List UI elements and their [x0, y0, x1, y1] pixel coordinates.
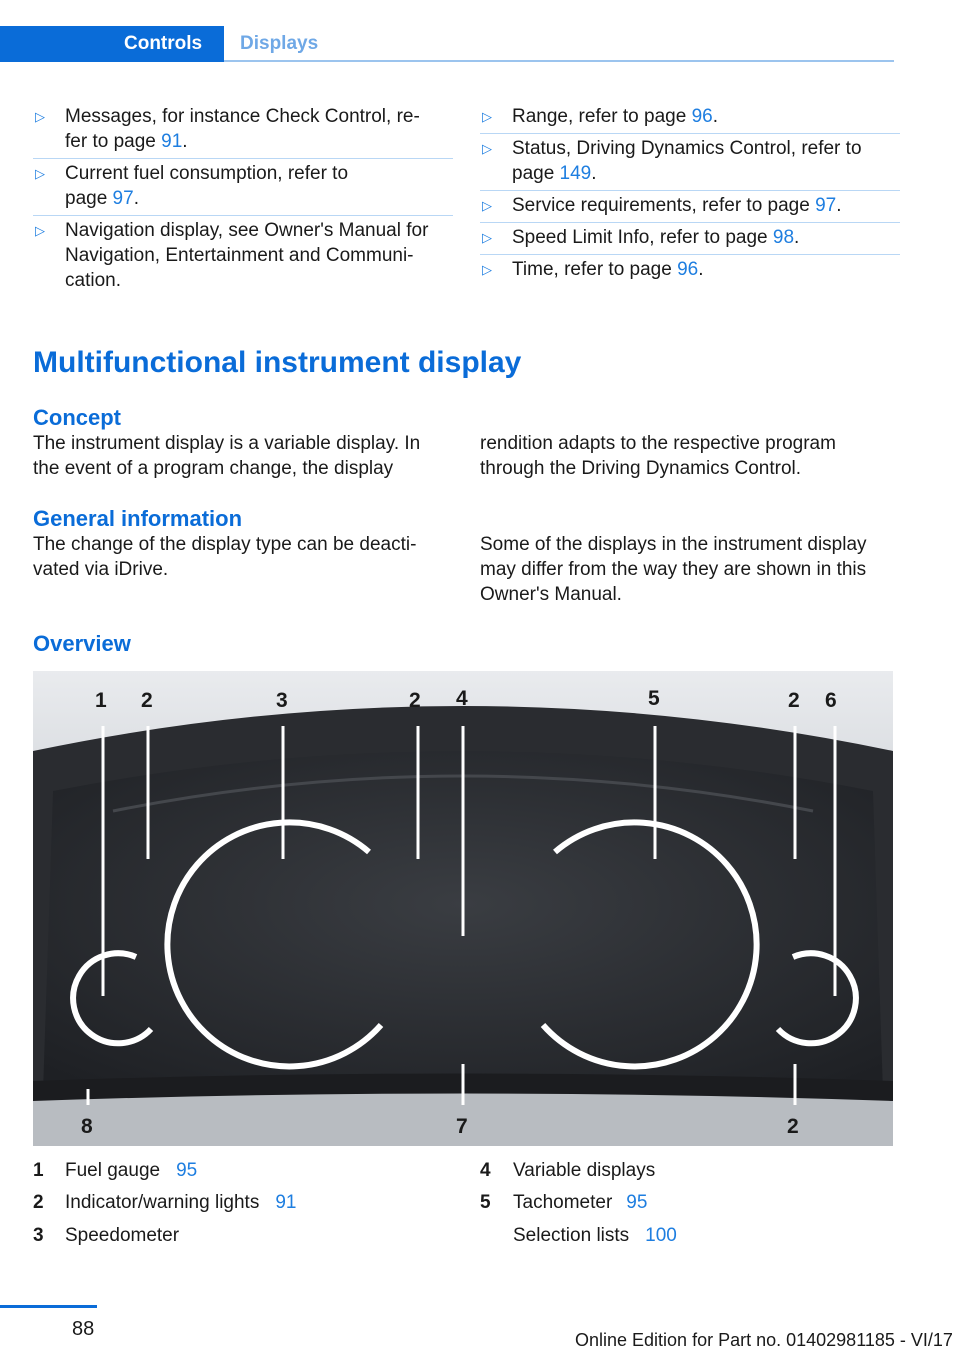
legend-number: 3: [33, 1225, 44, 1246]
header-rule: [224, 60, 894, 62]
legend-label: Speedometer: [65, 1225, 180, 1246]
callout-label: 8: [81, 1115, 93, 1138]
general-text-right: Some of the displays in the instrument display may differ from the way they are shown in this Owner's Manual.: [480, 534, 867, 605]
callout-label: 1: [95, 689, 107, 712]
callout-label: 7: [456, 1115, 468, 1138]
legend-number: 4: [480, 1160, 491, 1181]
callout-label: 5: [648, 687, 660, 710]
footer-rule: [0, 1305, 97, 1308]
bullet-list-right: [480, 104, 900, 289]
callout-label: 3: [276, 689, 288, 712]
divider: [480, 190, 900, 191]
legend-label: Selection lists 100: [513, 1225, 677, 1246]
divider: [480, 133, 900, 134]
concept-text-right: rendition adapts to the respective program through the Driving Dynamics Control.: [480, 433, 836, 479]
list-item: ▷ Status, Driving Dynamics Control, refer to page 149.: [482, 138, 862, 184]
legend-number: 5: [480, 1192, 491, 1213]
callout-label: 6: [825, 689, 837, 712]
divider: [480, 254, 900, 255]
callout-label: 2: [409, 689, 421, 712]
instrument-cluster-figure: [33, 671, 893, 1146]
list-item: ▷ Speed Limit Info, refer to page 98.: [482, 227, 800, 248]
edition-text: Online Edition for Part no. 01402981185 - VI/17: [575, 1330, 953, 1350]
legend-label: Indicator/warning lights 91: [65, 1192, 297, 1213]
legend-number: 2: [33, 1192, 44, 1213]
list-item: ▷ Messages, for instance Check Control, re‐ fer to page 91.: [35, 106, 420, 152]
callout-label: 4: [456, 687, 468, 710]
triangle-bullet-icon: ▷: [482, 109, 492, 124]
divider: [33, 158, 453, 159]
page-link[interactable]: 97: [112, 188, 134, 209]
concept-heading: Concept: [33, 405, 121, 430]
section-title: Multifunctional instrument display: [33, 346, 522, 379]
page-link[interactable]: 97: [815, 195, 837, 216]
legend-label: Tachometer 95: [513, 1192, 648, 1213]
triangle-bullet-icon: ▷: [482, 141, 492, 156]
triangle-bullet-icon: ▷: [35, 166, 45, 181]
triangle-bullet-icon: ▷: [482, 198, 492, 213]
instrument-cluster-image: [33, 671, 893, 1146]
triangle-bullet-icon: ▷: [482, 230, 492, 245]
divider: [480, 222, 900, 223]
triangle-bullet-icon: ▷: [482, 262, 492, 277]
list-item: ▷ Range, refer to page 96.: [482, 106, 718, 127]
callout-label: 2: [788, 689, 800, 712]
bullet-list-left: [33, 104, 453, 300]
page-link[interactable]: 96: [677, 259, 699, 280]
page-link[interactable]: 100: [645, 1225, 677, 1246]
page-link[interactable]: 95: [176, 1160, 198, 1181]
list-item: ▷ Navigation display, see Owner's Manual for Navigation, Entertainment and Communi‐ cation.: [35, 220, 429, 291]
overview-heading: Overview: [33, 631, 131, 656]
callout-label: 2: [141, 689, 153, 712]
page-number: 88: [72, 1318, 95, 1340]
tab-controls[interactable]: Controls: [0, 26, 224, 62]
page-link[interactable]: 95: [626, 1192, 648, 1213]
legend-label: Fuel gauge 95: [65, 1160, 198, 1181]
figure-legend: [33, 1158, 893, 1258]
divider: [33, 215, 453, 216]
general-text-left: The change of the display type can be deacti‐ vated via iDrive.: [33, 534, 417, 580]
page-link[interactable]: 91: [161, 131, 183, 152]
page-link[interactable]: 149: [559, 163, 592, 184]
list-item: ▷ Time, refer to page 96.: [482, 259, 704, 280]
triangle-bullet-icon: ▷: [35, 223, 45, 238]
callout-label: 2: [787, 1115, 799, 1138]
page-link[interactable]: 98: [772, 227, 795, 248]
page-link[interactable]: 91: [275, 1192, 297, 1213]
general-info-heading: General information: [33, 506, 243, 531]
triangle-bullet-icon: ▷: [35, 109, 45, 124]
tab-displays[interactable]: Displays: [240, 33, 319, 54]
list-item: ▷ Current fuel consumption, refer to page 97.: [35, 163, 349, 209]
legend-label: Variable displays: [513, 1160, 656, 1181]
concept-text-left: The instrument display is a variable display. In the event of a program change, the display: [33, 433, 421, 479]
list-item: ▷ Service requirements, refer to page 97.: [482, 195, 842, 216]
page-link[interactable]: 96: [691, 106, 713, 127]
legend-number: 1: [33, 1160, 44, 1181]
